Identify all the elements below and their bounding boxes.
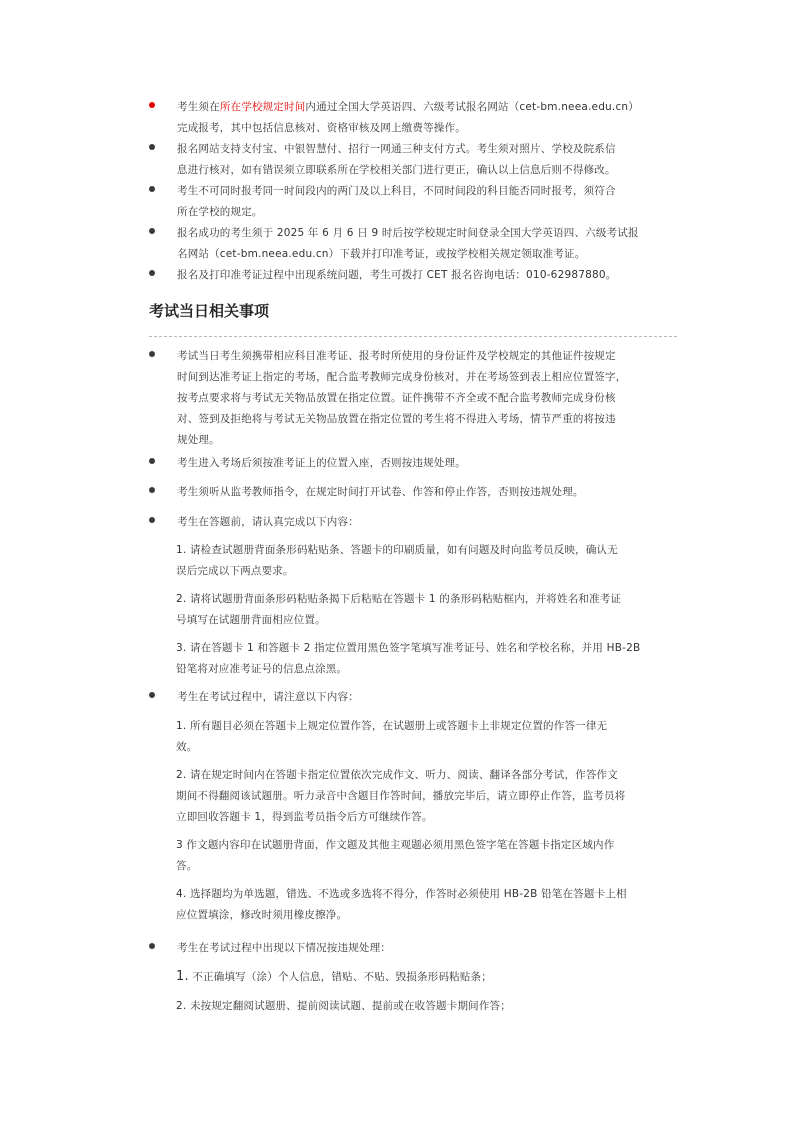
sub-item-line: 4. 选择题均为单选题，错选、不选或多选将不得分，作答时必须使用 HB-2B 铅笔在答题卡上相 (176, 888, 627, 900)
bullet-icon (149, 351, 155, 357)
list-item-line: 息进行核对，如有错误须立即联系所在学校相关部门进行更正，确认以上信息后则不得修改。 (177, 164, 616, 176)
list-item-line: 考生须听从监考教师指令，在规定时间打开试卷、作答和停止作答，否则按违规处理。 (177, 486, 584, 498)
sub-item-barcode (176, 589, 686, 631)
sub-item-line: 答。 (176, 860, 198, 872)
sub-item-line: 3. 请在答题卡 1 和答题卡 2 指定位置用黑色签字笔填写准考证号、姓名和学校名称，并用 HB-2B (176, 642, 641, 654)
sub-item-line: 铅笔将对应准考证号的信息点涂黑。 (176, 663, 348, 675)
sub-item-exam-order (176, 765, 686, 828)
bullet-icon (149, 487, 155, 493)
list-item-line: 规处理。 (177, 434, 220, 446)
sub-item-line: 1. 所有题目必须在答题卡上规定位置作答，在试题册上或答题卡上非规定位置的作答一律无 (176, 720, 608, 732)
sub-item-line: 效。 (176, 741, 198, 753)
bullet-icon (149, 186, 155, 192)
section-divider (149, 336, 677, 337)
sub-item-answer-position (176, 716, 686, 758)
list-item-line: 对、签到及拒绝将与考试无关物品放置在指定位置的考生将不得进入考场，情节严重的将按违 (177, 413, 616, 425)
list-item-line: 考试当日考生须携带相应科目准考证、报考时所使用的身份证件及学校规定的其他证件按规定 (177, 350, 616, 362)
sub-item-line: 2. 请将试题册背面条形码粘贴条揭下后粘贴在答题卡 1 的条形码粘贴框内，并将姓名和准考证 (176, 593, 622, 605)
bullet-icon (149, 943, 155, 949)
sub-item-essay (176, 835, 686, 877)
list-item-line: 考生进入考场后须按准考证上的位置入座，否则按违规处理。 (177, 457, 466, 469)
bullet-icon (149, 458, 155, 464)
sub-item-violation-early-reading (176, 996, 686, 1017)
list-item-line: 报名网站支持支付宝、中银智慧付、招行一网通三种支付方式。考生须对照片、学校及院系信 (177, 143, 616, 155)
sub-item-line: 1. 请检查试题册背面条形码粘贴条、答题卡的印刷质量，如有问题及时向监考员反映，确认无 (176, 544, 618, 556)
bullet-icon (149, 270, 155, 276)
sub-item-fill-answer-sheet (176, 638, 686, 680)
sub-item-violation-personal-info (176, 966, 686, 988)
list-item-line: 名网站（cet-bm.neea.edu.cn）下载并打印准考证，或按学校相关规定领取准考证。 (177, 248, 586, 260)
list-item-line: 考生在考试过程中，请注意以下内容： (177, 691, 359, 703)
sub-item-line: 立即回收答题卡 1，得到监考员指令后方可继续作答。 (176, 811, 433, 823)
bullet-icon (149, 692, 155, 698)
list-item-line: 时间到达准考证上指定的考场，配合监考教师完成身份核对，并在考场签到表上相应位置签字， (177, 371, 627, 383)
sub-item-line: 3 作文题内容印在试题册背面，作文题及其他主观题必须用黑色签字笔在答题卡指定区域内作 (176, 839, 615, 851)
sub-item-line: 号填写在试题册背面相应位置。 (176, 614, 326, 626)
sub-item-check-print-quality (176, 540, 686, 582)
list-item-line: 考生不可同时报考同一时间段内的两门及以上科目，不同时间段的科目能否同时报考，须符合 (177, 185, 616, 197)
sub-item-multiple-choice (176, 884, 686, 926)
highlighted-text: 所在学校规定时间 (219, 101, 306, 113)
sub-item-line: 应位置填涂，修改时须用橡皮擦净。 (176, 909, 348, 921)
bullet-icon (149, 228, 155, 234)
sub-item-number: 1. (176, 969, 189, 984)
section-heading: 考试当日相关事项 (149, 302, 270, 320)
sub-item-line: 期间不得翻阅该试题册。听力录音中含题目作答时间，播放完毕后，请立即停止作答，监考员将 (176, 790, 626, 802)
sub-item-line: 2. 请在规定时间内在答题卡指定位置依次完成作文、听力、阅读、翻译各部分考试，作答作文 (176, 769, 618, 781)
list-item-line: 考生在考试过程中出现以下情况按违规处理： (177, 942, 391, 954)
list-item-line: 所在学校的规定。 (177, 206, 263, 218)
bullet-icon (149, 144, 155, 150)
list-item-line: 按考点要求将与考试无关物品放置在指定位置。证件携带不齐全或不配合监考教师完成身份核 (177, 392, 616, 404)
red-bullet-icon (149, 102, 155, 108)
bullet-icon (149, 517, 155, 523)
list-item-line: 考生须在所在学校规定时间内通过全国大学英语四、六级考试报名网站（cet-bm.neea.edu.cn） (177, 101, 639, 113)
sub-item-line: 2. 未按规定翻阅试题册、提前阅读试题、提前或在收答题卡期间作答； (176, 1000, 511, 1012)
list-item-line: 报名及打印准考证过程中出现系统问题，考生可拨打 CET 报名咨询电话：010-62987880。 (177, 269, 617, 281)
list-item-line: 完成报考，其中包括信息核对、资格审核及网上缴费等操作。 (177, 122, 466, 134)
sub-item-line: 1. 不正确填写（涂）个人信息，错贴、不贴、毁损条形码粘贴条； (176, 969, 492, 984)
list-item-line: 考生在答题前，请认真完成以下内容： (177, 516, 359, 528)
list-item-line: 报名成功的考生须于 2025 年 6 月 6 日 9 时后按学校规定时间登录全国大学英语四、六级考试报 (177, 227, 639, 239)
sub-item-line: 误后完成以下两点要求。 (176, 565, 294, 577)
